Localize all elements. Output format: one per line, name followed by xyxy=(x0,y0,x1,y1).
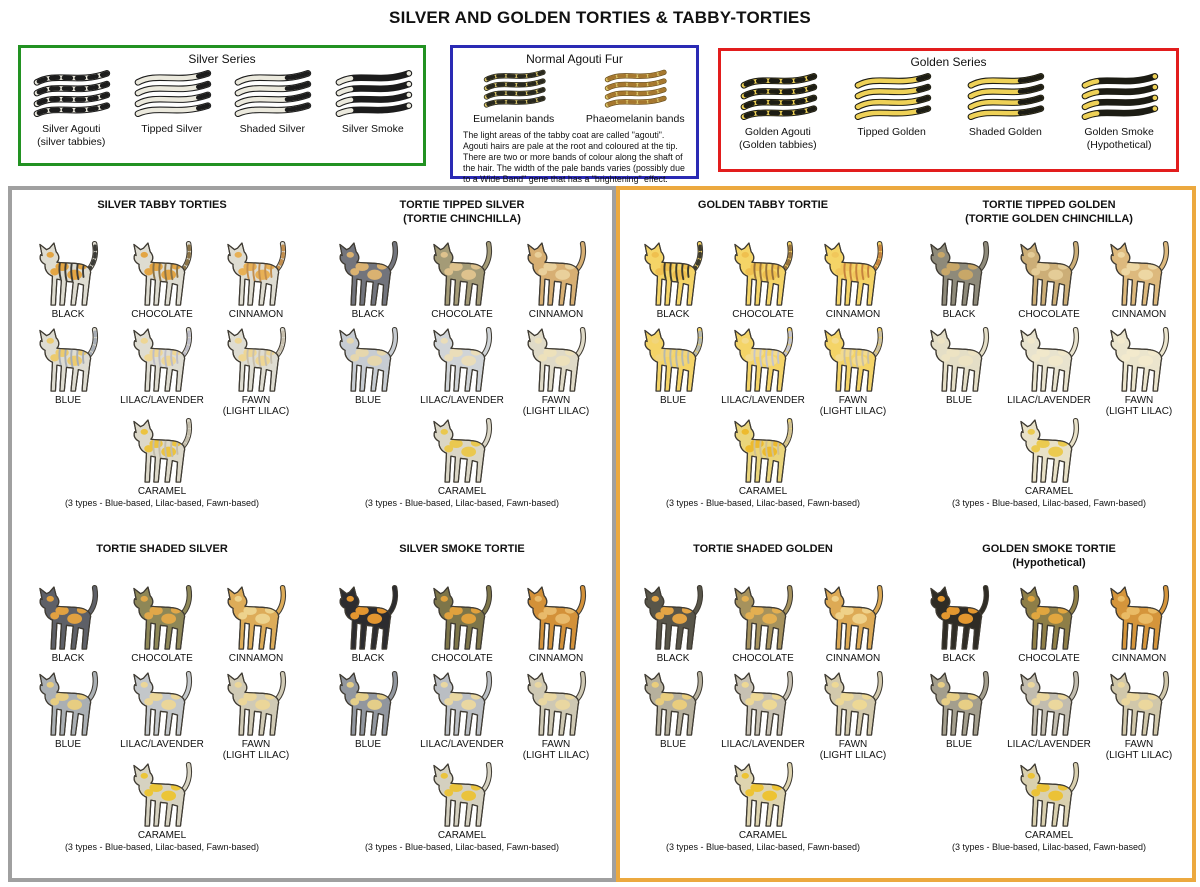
section-header xyxy=(400,198,525,228)
cat-blue xyxy=(21,670,115,761)
cat-blue xyxy=(321,326,415,417)
cat-icon xyxy=(817,584,889,652)
cat-sublabel: (LIGHT LILAC) xyxy=(522,750,590,761)
cat-lilac-lavender xyxy=(718,670,808,761)
cat-icon xyxy=(332,670,404,738)
fur-item-sublabel: (Hypothetical) xyxy=(1086,138,1152,151)
cat-icon xyxy=(332,584,404,652)
cat-icon xyxy=(126,326,198,394)
section-title: TORTIE SHADED SILVER xyxy=(96,543,228,555)
cat-icon xyxy=(220,584,292,652)
fur-item-shaded-silver xyxy=(222,68,323,136)
cat-sublabel: (LIGHT LILAC) xyxy=(819,406,887,417)
cat-label: BLACK xyxy=(656,309,690,320)
cat-label: CINNAMON xyxy=(825,653,881,664)
fur-item-tipped-silver xyxy=(122,68,223,136)
golden-panel-content xyxy=(620,190,1192,878)
cat-label: CHOCOLATE xyxy=(1018,309,1080,320)
fur-item-silver-smoke xyxy=(323,68,424,136)
section-header xyxy=(96,542,228,572)
fur-item-golden-smoke xyxy=(1062,71,1176,151)
silver-panel xyxy=(8,186,616,882)
fur-items-row xyxy=(721,71,1176,151)
cat-label: CHOCOLATE xyxy=(1018,653,1080,664)
cat-label: BLUE xyxy=(54,395,82,406)
section-tortie-shaded-golden xyxy=(620,534,906,878)
cat-icon xyxy=(126,417,198,485)
section-header xyxy=(399,542,525,572)
cat-icon xyxy=(220,240,292,308)
cat-icon xyxy=(637,326,709,394)
cat-label: CHOCOLATE xyxy=(732,309,794,320)
cat-blue xyxy=(628,326,718,417)
golden-panel xyxy=(616,186,1196,882)
cat-icon xyxy=(727,326,799,394)
cat-icon xyxy=(923,326,995,394)
cat-sublabel: (LIGHT LILAC) xyxy=(222,406,290,417)
cat-label: CINNAMON xyxy=(1111,653,1167,664)
golden-series-box xyxy=(718,48,1179,172)
cat-fawn xyxy=(808,670,898,761)
cat-caramel xyxy=(321,417,603,508)
cat-fawn xyxy=(209,670,303,761)
cat-cinnamon xyxy=(209,584,303,664)
cat-row xyxy=(21,240,303,320)
cat-label: CINNAMON xyxy=(228,309,284,320)
cat-row xyxy=(21,670,303,761)
cat-icon xyxy=(426,761,498,829)
cat-row xyxy=(628,584,898,664)
cat-label: LILAC/LAVENDER xyxy=(1007,739,1091,750)
cat-icon xyxy=(1103,240,1175,308)
cat-icon xyxy=(727,761,799,829)
cat-label: CINNAMON xyxy=(1111,309,1167,320)
page-title: SILVER AND GOLDEN TORTIES & TABBY-TORTIES xyxy=(389,8,811,27)
cat-chocolate xyxy=(115,240,209,320)
cat-label: FAWN xyxy=(1124,739,1154,750)
cat-icon xyxy=(637,240,709,308)
cat-row xyxy=(21,417,303,508)
cat-icon xyxy=(332,240,404,308)
cat-icon xyxy=(426,417,498,485)
cat-label: CARAMEL xyxy=(137,830,187,841)
cat-icon xyxy=(817,670,889,738)
cat-label: CHOCOLATE xyxy=(431,309,493,320)
cat-cinnamon xyxy=(808,240,898,320)
cat-row xyxy=(914,326,1184,417)
cat-lilac-lavender xyxy=(415,326,509,417)
cat-cinnamon xyxy=(209,240,303,320)
cat-cinnamon xyxy=(1094,584,1184,664)
cat-lilac-lavender xyxy=(115,670,209,761)
cat-label: BLACK xyxy=(942,309,976,320)
cat-sublabel: (LIGHT LILAC) xyxy=(1105,750,1173,761)
cat-icon xyxy=(727,240,799,308)
cat-row xyxy=(321,584,603,664)
cat-chocolate xyxy=(718,584,808,664)
cat-label: BLUE xyxy=(354,739,382,750)
cat-icon xyxy=(817,240,889,308)
cat-label: CARAMEL xyxy=(738,486,788,497)
caramel-note: (3 types - Blue-based, Lilac-based, Fawn-based) xyxy=(951,842,1147,852)
cat-sublabel: (LIGHT LILAC) xyxy=(819,750,887,761)
cat-row xyxy=(21,584,303,664)
cat-icon xyxy=(923,240,995,308)
section-title: SILVER SMOKE TORTIE xyxy=(399,543,525,555)
fur-item-label: Shaded Silver xyxy=(239,123,305,135)
cat-lilac-lavender xyxy=(1004,326,1094,417)
caramel-note: (3 types - Blue-based, Lilac-based, Fawn-based) xyxy=(64,498,260,508)
cat-label: BLUE xyxy=(354,395,382,406)
normal-agouti-fur-box xyxy=(450,45,699,184)
cat-caramel xyxy=(21,761,303,852)
agouti-note: The light areas of the tabby coat are called "agouti". Agouti hairs are pale at the root and coloured at the tip. There are two or more bands of colour along the shaft of the hair. The width of the pale bands varies (possibly due to a Wide Band" gene that has a "brightening" effect. xyxy=(463,129,685,184)
cat-label: LILAC/LAVENDER xyxy=(721,395,805,406)
cat-icon xyxy=(426,240,498,308)
cat-cinnamon xyxy=(509,240,603,320)
cat-lilac-lavender xyxy=(718,326,808,417)
cat-black xyxy=(914,240,1004,320)
cat-icon xyxy=(817,326,889,394)
shaded-fur-icon xyxy=(962,71,1048,123)
tipped-fur-icon xyxy=(129,68,215,120)
cat-chocolate xyxy=(415,584,509,664)
fur-item-eumelanin-bands xyxy=(453,68,575,126)
cat-icon xyxy=(426,326,498,394)
cat-label: CARAMEL xyxy=(1024,830,1074,841)
cat-label: FAWN xyxy=(241,739,271,750)
cat-icon xyxy=(32,240,104,308)
section-header xyxy=(982,542,1116,572)
section-title: TORTIE TIPPED SILVER xyxy=(399,199,525,211)
cat-icon xyxy=(1013,584,1085,652)
fur-item-label: Silver Agouti xyxy=(42,123,101,135)
section-tortie-shaded-silver xyxy=(12,534,312,878)
cat-row xyxy=(951,417,1147,508)
cat-row xyxy=(321,326,603,417)
cat-fawn xyxy=(209,326,303,417)
cat-icon xyxy=(32,670,104,738)
cat-icon xyxy=(637,584,709,652)
cat-label: LILAC/LAVENDER xyxy=(420,739,504,750)
cat-black xyxy=(321,584,415,664)
cat-icon xyxy=(727,417,799,485)
cat-caramel xyxy=(951,417,1147,508)
section-title: GOLDEN SMOKE TORTIE xyxy=(982,543,1116,555)
cat-row xyxy=(321,670,603,761)
cat-icon xyxy=(126,670,198,738)
caramel-note: (3 types - Blue-based, Lilac-based, Fawn-based) xyxy=(951,498,1147,508)
section-silver-smoke-tortie xyxy=(312,534,612,878)
cat-icon xyxy=(923,584,995,652)
cat-icon xyxy=(426,584,498,652)
section-title: SILVER TABBY TORTIES xyxy=(97,199,227,211)
cat-icon xyxy=(1103,584,1175,652)
cat-row xyxy=(665,417,861,508)
cat-label: BLUE xyxy=(945,739,973,750)
cat-icon xyxy=(520,670,592,738)
cat-row xyxy=(21,761,303,852)
legend-box-title: Silver Series xyxy=(188,52,256,66)
cat-label: CARAMEL xyxy=(437,486,487,497)
caramel-note: (3 types - Blue-based, Lilac-based, Fawn-based) xyxy=(665,498,861,508)
section-header xyxy=(698,198,828,228)
cat-caramel xyxy=(21,417,303,508)
cat-icon xyxy=(1013,670,1085,738)
cat-icon xyxy=(126,761,198,829)
cat-black xyxy=(628,240,718,320)
cat-label: BLACK xyxy=(51,653,85,664)
caramel-note: (3 types - Blue-based, Lilac-based, Fawn-based) xyxy=(364,842,560,852)
cat-cinnamon xyxy=(1094,240,1184,320)
cat-black xyxy=(628,584,718,664)
cat-fawn xyxy=(1094,670,1184,761)
fur-item-label: Phaeomelanin bands xyxy=(585,113,685,125)
section-title: TORTIE TIPPED GOLDEN xyxy=(982,199,1116,211)
cat-icon xyxy=(426,670,498,738)
cat-label: CINNAMON xyxy=(825,309,881,320)
cat-label: FAWN xyxy=(541,395,571,406)
cat-row xyxy=(21,326,303,417)
cat-icon xyxy=(520,326,592,394)
cat-icon xyxy=(1103,670,1175,738)
cat-icon xyxy=(1013,326,1085,394)
legend-box-title: Normal Agouti Fur xyxy=(526,52,623,66)
cat-icon xyxy=(727,584,799,652)
cat-icon xyxy=(1103,326,1175,394)
smoke-fur-icon xyxy=(330,68,416,120)
cat-icon xyxy=(220,670,292,738)
fur-item-sublabel: (Golden tabbies) xyxy=(739,138,817,151)
caramel-note: (3 types - Blue-based, Lilac-based, Fawn-based) xyxy=(64,842,260,852)
cat-icon xyxy=(32,326,104,394)
caramel-note: (3 types - Blue-based, Lilac-based, Fawn-based) xyxy=(665,842,861,852)
cat-black xyxy=(21,584,115,664)
section-tortie-tipped-golden xyxy=(906,190,1192,534)
section-silver-tabby-torties xyxy=(12,190,312,534)
section-subtitle: (Hypothetical) xyxy=(1012,557,1086,570)
cat-black xyxy=(321,240,415,320)
cat-row xyxy=(628,326,898,417)
cat-label: LILAC/LAVENDER xyxy=(120,739,204,750)
cat-fawn xyxy=(509,670,603,761)
cat-fawn xyxy=(808,326,898,417)
silver-series-box xyxy=(18,45,426,166)
cat-label: LILAC/LAVENDER xyxy=(721,739,805,750)
section-golden-smoke-tortie xyxy=(906,534,1192,878)
cat-lilac-lavender xyxy=(115,326,209,417)
cat-chocolate xyxy=(115,584,209,664)
fur-item-label: Eumelanin bands xyxy=(473,113,555,125)
cat-label: BLUE xyxy=(54,739,82,750)
fur-item-label: Silver Smoke xyxy=(341,123,404,135)
cat-icon xyxy=(637,670,709,738)
cat-sublabel: (LIGHT LILAC) xyxy=(222,750,290,761)
cat-label: LILAC/LAVENDER xyxy=(420,395,504,406)
cat-label: BLACK xyxy=(656,653,690,664)
cat-icon xyxy=(923,670,995,738)
cat-label: FAWN xyxy=(241,395,271,406)
cat-icon xyxy=(520,240,592,308)
cat-row xyxy=(665,761,861,852)
cat-fawn xyxy=(509,326,603,417)
cat-label: CHOCOLATE xyxy=(131,309,193,320)
cat-label: CHOCOLATE xyxy=(431,653,493,664)
section-subtitle: (TORTIE GOLDEN CHINCHILLA) xyxy=(965,213,1133,226)
cat-blue xyxy=(914,670,1004,761)
cat-chocolate xyxy=(1004,240,1094,320)
cat-chocolate xyxy=(1004,584,1094,664)
cat-blue xyxy=(21,326,115,417)
cat-lilac-lavender xyxy=(415,670,509,761)
cat-cinnamon xyxy=(509,584,603,664)
cat-row xyxy=(914,240,1184,320)
cat-label: CARAMEL xyxy=(137,486,187,497)
cat-label: CHOCOLATE xyxy=(732,653,794,664)
smoke-fur-icon xyxy=(1076,71,1162,123)
section-golden-tabby-tortie xyxy=(620,190,906,534)
cat-caramel xyxy=(321,761,603,852)
cat-label: BLACK xyxy=(942,653,976,664)
cat-blue xyxy=(321,670,415,761)
fur-items-row xyxy=(21,68,423,148)
section-header xyxy=(97,198,226,228)
cat-fawn xyxy=(1094,326,1184,417)
silver-panel-content xyxy=(12,190,612,878)
cat-icon xyxy=(727,670,799,738)
fur-item-tipped-golden xyxy=(835,71,949,139)
banded-fur-icon xyxy=(28,68,114,120)
cat-label: FAWN xyxy=(541,739,571,750)
cat-lilac-lavender xyxy=(1004,670,1094,761)
cat-chocolate xyxy=(415,240,509,320)
cat-label: BLACK xyxy=(51,309,85,320)
cat-label: CARAMEL xyxy=(1024,486,1074,497)
cat-icon xyxy=(126,240,198,308)
cat-caramel xyxy=(951,761,1147,852)
cat-label: BLACK xyxy=(351,653,385,664)
fur-item-shaded-golden xyxy=(949,71,1063,139)
cat-label: BLUE xyxy=(659,739,687,750)
cat-label: CARAMEL xyxy=(738,830,788,841)
cat-caramel xyxy=(665,761,861,852)
cat-label: LILAC/LAVENDER xyxy=(1007,395,1091,406)
cat-icon xyxy=(32,584,104,652)
cat-label: BLACK xyxy=(351,309,385,320)
cat-row xyxy=(321,417,603,508)
fur-item-label: Golden Smoke xyxy=(1084,126,1154,138)
cat-sublabel: (LIGHT LILAC) xyxy=(522,406,590,417)
section-title: TORTIE SHADED GOLDEN xyxy=(693,543,833,555)
fur-item-sublabel: (silver tabbies) xyxy=(37,135,106,148)
fur-item-label: Tipped Golden xyxy=(857,126,926,138)
banded-fur-icon xyxy=(476,68,552,110)
cat-label: BLUE xyxy=(945,395,973,406)
cat-label: FAWN xyxy=(838,739,868,750)
cat-icon xyxy=(1013,240,1085,308)
cat-row xyxy=(914,584,1184,664)
cat-label: FAWN xyxy=(838,395,868,406)
section-subtitle: (TORTIE CHINCHILLA) xyxy=(403,213,521,226)
fur-items-row xyxy=(453,68,696,126)
shaded-fur-icon xyxy=(229,68,315,120)
cat-icon xyxy=(1013,761,1085,829)
cat-chocolate xyxy=(718,240,808,320)
cat-icon xyxy=(126,584,198,652)
tipped-fur-icon xyxy=(849,71,935,123)
cat-icon xyxy=(1013,417,1085,485)
section-tortie-tipped-silver xyxy=(312,190,612,534)
cat-row xyxy=(951,761,1147,852)
cat-caramel xyxy=(665,417,861,508)
banded-fur-icon xyxy=(735,71,821,123)
fur-item-label: Tipped Silver xyxy=(141,123,203,135)
cat-label: CINNAMON xyxy=(228,653,284,664)
cat-row xyxy=(321,761,603,852)
cat-label: CARAMEL xyxy=(437,830,487,841)
cat-black xyxy=(914,584,1004,664)
fur-item-golden-agouti xyxy=(721,71,835,151)
caramel-note: (3 types - Blue-based, Lilac-based, Fawn-based) xyxy=(364,498,560,508)
cat-label: FAWN xyxy=(1124,395,1154,406)
cat-icon xyxy=(332,326,404,394)
banded-fur-icon xyxy=(597,68,673,110)
section-header xyxy=(965,198,1133,228)
cat-row xyxy=(628,240,898,320)
cat-sublabel: (LIGHT LILAC) xyxy=(1105,406,1173,417)
cat-label: CHOCOLATE xyxy=(131,653,193,664)
cat-label: CINNAMON xyxy=(528,653,584,664)
fur-item-phaeomelanin-bands xyxy=(575,68,697,126)
cat-row xyxy=(914,670,1184,761)
cat-icon xyxy=(520,584,592,652)
cat-icon xyxy=(220,326,292,394)
fur-item-label: Golden Agouti xyxy=(744,126,811,138)
cat-blue xyxy=(914,326,1004,417)
cat-label: LILAC/LAVENDER xyxy=(120,395,204,406)
fur-item-silver-agouti xyxy=(21,68,122,148)
cat-row xyxy=(628,670,898,761)
cat-black xyxy=(21,240,115,320)
cat-blue xyxy=(628,670,718,761)
cat-row xyxy=(321,240,603,320)
section-header xyxy=(693,542,833,572)
fur-item-label: Shaded Golden xyxy=(968,126,1042,138)
legend-box-title: Golden Series xyxy=(910,55,987,69)
section-title: GOLDEN TABBY TORTIE xyxy=(697,199,829,211)
cat-cinnamon xyxy=(808,584,898,664)
cat-label: CINNAMON xyxy=(528,309,584,320)
cat-label: BLUE xyxy=(659,395,687,406)
